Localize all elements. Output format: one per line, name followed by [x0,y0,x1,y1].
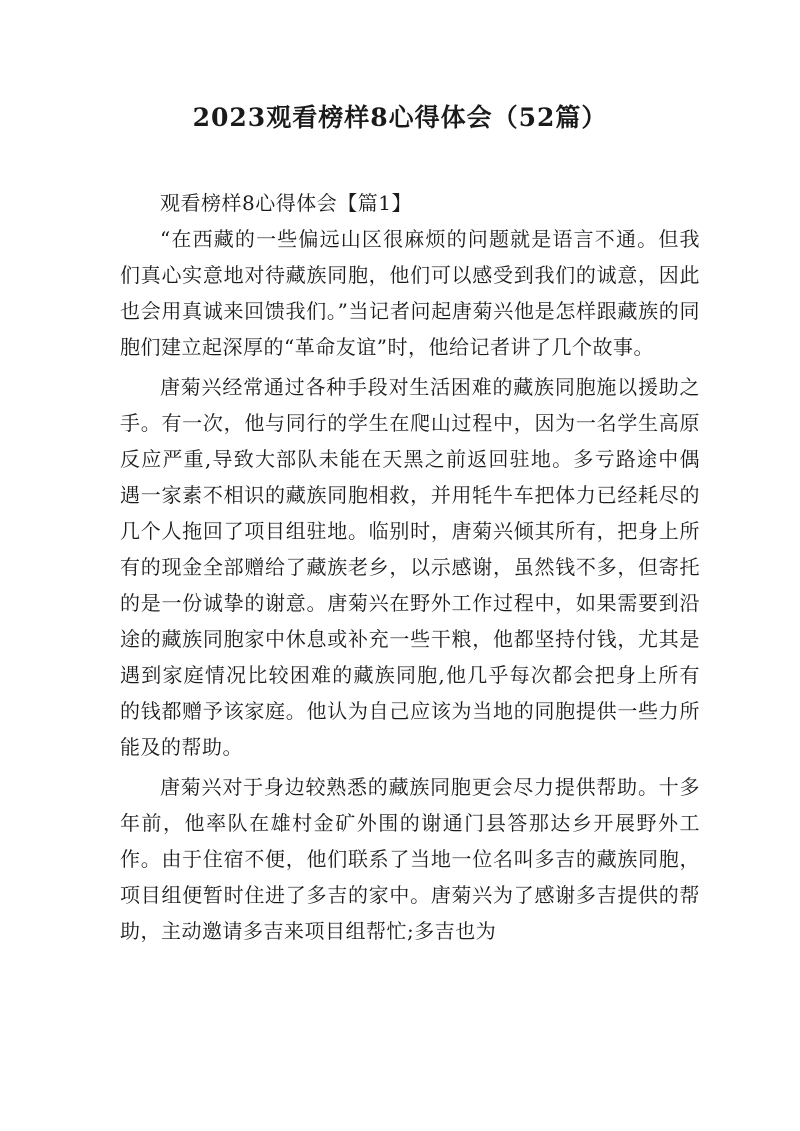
paragraph: 唐菊兴对于身边较熟悉的藏族同胞更会尽力提供帮助。十多年前，他率队在雄村金矿外围的谢通门县答那达乡开展野外工作。由于住宿不便，他们联系了当地一位名叫多吉的藏族同胞，项目组便暂时住进了多吉的家中。唐菊兴为了感谢多吉提供的帮助，主动邀请多吉来项目组帮忙;多吉也为 [120,775,700,943]
paragraph: 唐菊兴经常通过各种手段对生活困难的藏族同胞施以援助之手。有一次，他与同行的学生在爬山过程中，因为一名学生高原反应严重,导致大部队未能在天黑之前返回驻地。多亏路途中偶遇一家素不相识的藏族同胞相救，并用牦牛车把体力已经耗尽的几个人拖回了项目组驻地。临别时，唐菊兴倾其所有，把身上所有的现金全部赠给了藏族老乡，以示感谢，虽然钱不多，但寄托的是一份诚挚的谢意。唐菊兴在野外工作过程中，如果需要到沿途的藏族同胞家中休息或补充一些干粮，他都坚持付钱，尤其是遇到家庭情况比较困难的藏族同胞,他几乎每次都会把身上所有的钱都赠予该家庭。他认为自己应该为当地的同胞提供一些力所能及的帮助。 [120,375,700,759]
document-body [120,185,700,953]
section-heading: 观看榜样8心得体会【篇1】 [160,191,412,215]
document-title: 2023观看榜样8心得体会（52篇） [192,103,608,132]
paragraph: “在西藏的一些偏远山区很麻烦的问题就是语言不通。但我们真心实意地对待藏族同胞，他们可以感受到我们的诚意，因此也会用真诚来回馈我们。”当记者问起唐菊兴他是怎样跟藏族的同胞们建立起深厚的“革命友谊”时，他给记者讲了几个故事。 [120,227,700,359]
